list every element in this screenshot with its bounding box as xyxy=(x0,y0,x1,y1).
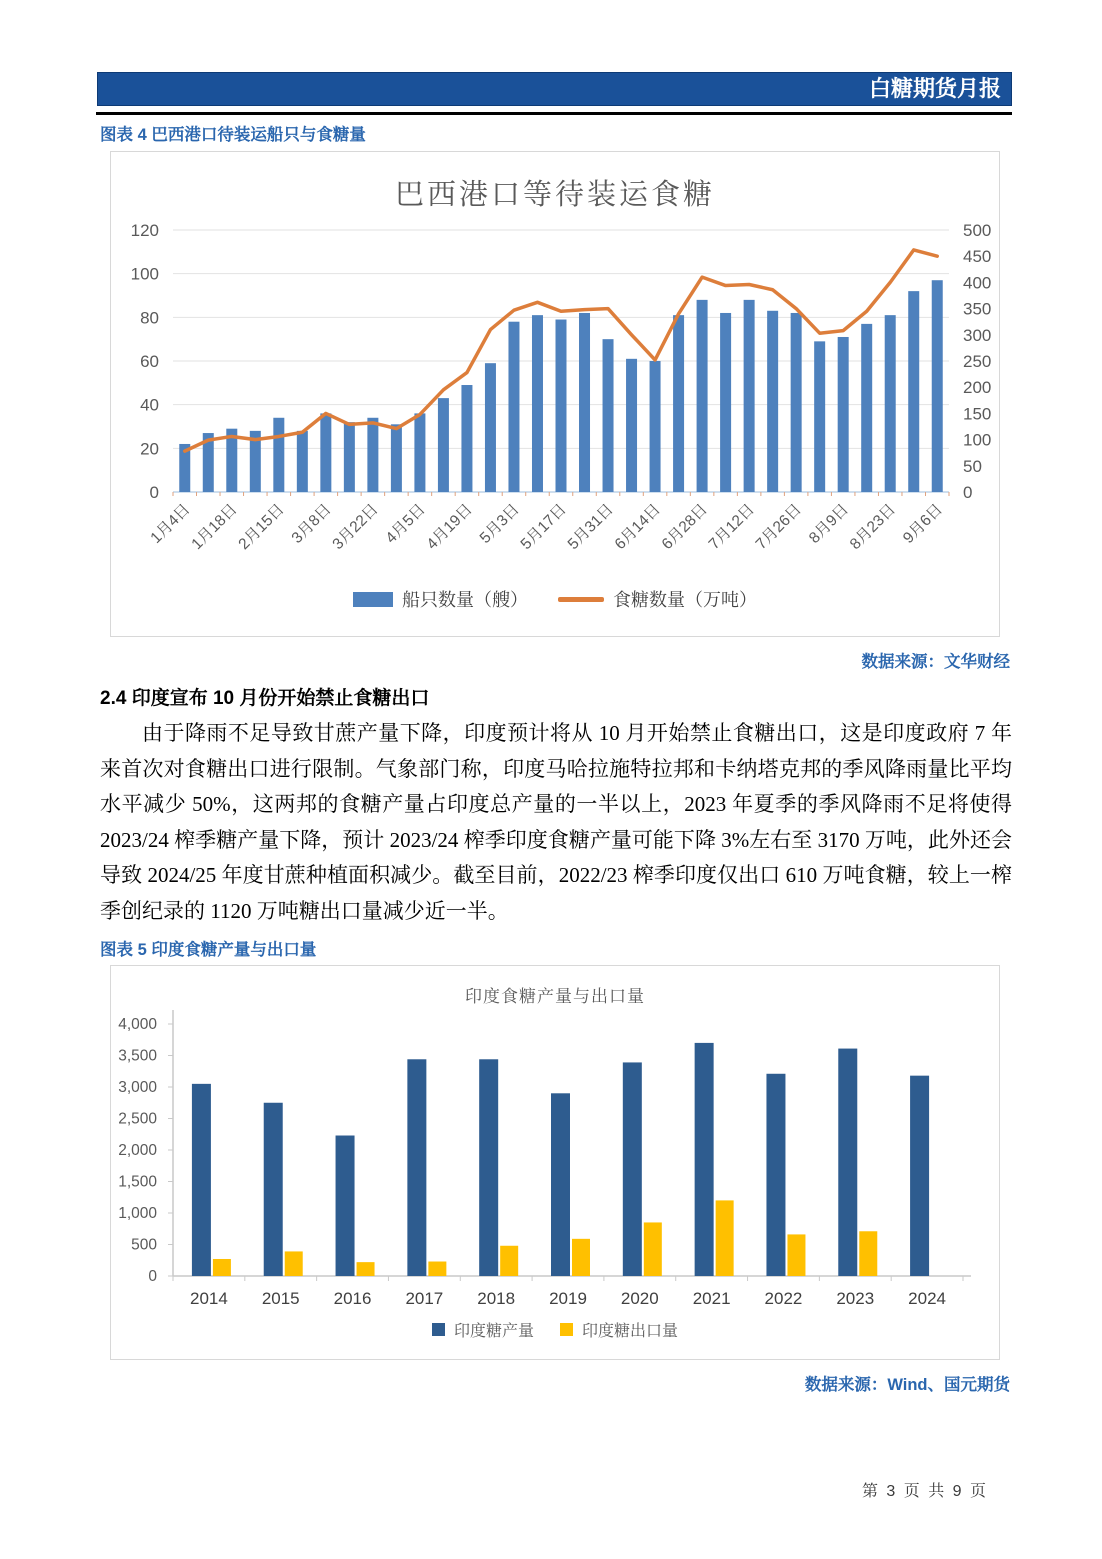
ship-count-bar xyxy=(556,320,567,492)
ship-count-bar xyxy=(861,324,872,492)
export-bar xyxy=(428,1262,446,1276)
export-bar xyxy=(500,1246,518,1276)
figure4-caption: 图表 4 巴西港口待装运船只与食糖量 xyxy=(100,126,366,144)
export-bar xyxy=(572,1239,590,1276)
x-axis-year-label: 2020 xyxy=(620,1289,659,1308)
header-rule xyxy=(96,112,1012,115)
ship-count-bar xyxy=(720,313,731,492)
production-bar xyxy=(192,1084,211,1276)
sugar-legend-swatch xyxy=(558,597,604,602)
production-bar xyxy=(623,1062,642,1276)
production-legend-swatch xyxy=(432,1323,445,1336)
figure5-chart-box xyxy=(110,965,1000,1360)
ship-count-bar xyxy=(885,315,896,492)
sugar-legend-label: 食糖数量（万吨） xyxy=(613,590,757,610)
y-axis-tick-label: 4,000 xyxy=(118,1016,157,1033)
production-bar xyxy=(766,1074,785,1276)
ship-count-bar xyxy=(767,311,778,492)
x-axis-date-label: 6月28日 xyxy=(658,500,711,554)
ship-count-bar xyxy=(438,398,449,492)
export-bar xyxy=(213,1259,231,1276)
x-axis-date-label: 9月6日 xyxy=(899,500,947,547)
y-axis-tick-label: 2,500 xyxy=(118,1110,157,1128)
ship-count-bar xyxy=(485,363,496,492)
figure4-chart-canvas xyxy=(111,152,999,636)
x-axis-date-label: 4月19日 xyxy=(423,500,476,554)
x-axis-date-label: 7月12日 xyxy=(705,500,758,554)
x-axis-date-label: 5月3日 xyxy=(476,500,523,547)
export-bar xyxy=(859,1231,877,1276)
figure5-source: 数据来源：Wind、国元期货 xyxy=(804,1376,1010,1394)
left-axis-tick-label: 20 xyxy=(140,439,159,459)
export-bar xyxy=(644,1222,662,1276)
y-axis-tick-label: 500 xyxy=(131,1236,157,1254)
x-axis-year-label: 2018 xyxy=(477,1289,516,1308)
export-bar xyxy=(357,1262,375,1276)
x-axis-year-label: 2014 xyxy=(189,1289,228,1308)
x-axis-date-label: 7月26日 xyxy=(752,500,805,554)
x-axis-year-label: 2024 xyxy=(908,1289,947,1308)
legend-item-production xyxy=(432,1318,534,1341)
production-bar xyxy=(551,1093,570,1276)
production-bar xyxy=(910,1076,929,1276)
x-axis-year-label: 2019 xyxy=(549,1289,587,1308)
y-axis-tick-label: 1,000 xyxy=(118,1205,157,1222)
right-axis-tick-label: 300 xyxy=(963,325,992,345)
production-bar xyxy=(407,1059,426,1276)
body-paragraph: 由于降雨不足导致甘蔗产量下降，印度预计将从 10 月开始禁止食糖出口，这是印度政府 7 年来首次对食糖出口进行限制。气象部门称，印度马哈拉施特拉邦和卡纳塔克邦的季风降雨量比平均水平减少 50%，这两邦的食糖产量占印度总产量的一半以上，2023 年夏季的季风降雨不足将使得 2023/24 榨季糖产量下降，预计 2023/24 榨季印度食糖产量可能下降 3%左右至 3170 万吨，此外还会导致 2024/25 年度甘蔗种植面积减少。截至目前，2022/23 榨季印度仅出口 610 万吨食糖，较上一榨季创纪录的 1120 万吨糖出口量减少近一半。 xyxy=(100,721,1012,923)
y-axis-tick-label: 3,000 xyxy=(118,1079,157,1096)
production-bar xyxy=(336,1136,355,1276)
ship-count-bar xyxy=(697,300,708,492)
production-bar xyxy=(695,1043,714,1276)
ship-count-bar xyxy=(344,422,355,492)
section-heading: 2.4 印度宣布 10 月份开始禁止食糖出口 xyxy=(100,688,430,709)
left-axis-tick-label: 120 xyxy=(130,221,159,240)
x-axis-date-label: 5月31日 xyxy=(564,500,617,554)
ship-count-bar xyxy=(838,337,849,492)
y-axis-tick-label: 3,500 xyxy=(118,1047,157,1065)
ship-count-bar xyxy=(673,315,684,492)
x-axis-year-label: 2015 xyxy=(261,1289,300,1308)
export-bar xyxy=(716,1200,734,1276)
y-axis-tick-label: 2,000 xyxy=(118,1142,157,1159)
right-axis-tick-label: 100 xyxy=(963,430,992,450)
y-axis-tick-label: 1,500 xyxy=(118,1173,157,1191)
ship-count-bar xyxy=(367,418,378,492)
figure4-chart-title: 巴西港口等待装运食糖 xyxy=(394,179,715,211)
ship-count-bar xyxy=(932,280,943,492)
figure4-source: 数据来源：文华财经 xyxy=(861,653,1010,671)
ship-count-bar xyxy=(814,341,825,492)
x-axis-date-label: 8月23日 xyxy=(846,500,900,554)
right-axis-tick-label: 500 xyxy=(963,221,992,240)
legend-item-sugar xyxy=(558,586,757,612)
ship-count-bar xyxy=(744,300,755,492)
export-bar xyxy=(285,1251,303,1276)
x-axis-date-label: 6月14日 xyxy=(611,500,664,554)
ships-legend-swatch xyxy=(353,592,393,607)
y-axis-tick-label: 0 xyxy=(148,1268,157,1285)
ship-count-bar xyxy=(603,339,614,492)
ship-count-bar xyxy=(532,315,543,492)
figure5-legend xyxy=(111,1318,999,1341)
left-axis-tick-label: 60 xyxy=(140,352,159,371)
x-axis-year-label: 2017 xyxy=(405,1289,444,1308)
report-header-bar xyxy=(97,72,1012,106)
left-axis-tick-label: 80 xyxy=(140,308,159,328)
right-axis-tick-label: 250 xyxy=(963,352,992,371)
x-axis-year-label: 2016 xyxy=(333,1289,372,1308)
x-axis-date-label: 3月8日 xyxy=(288,500,335,547)
ship-count-bar xyxy=(508,322,519,492)
x-axis-date-label: 8月9日 xyxy=(805,500,853,547)
right-axis-tick-label: 400 xyxy=(963,273,992,293)
production-bar xyxy=(264,1103,283,1276)
left-axis-tick-label: 100 xyxy=(130,264,159,284)
x-axis-year-label: 2022 xyxy=(764,1289,803,1308)
export-legend-swatch xyxy=(560,1323,573,1336)
export-legend-label: 印度糖出口量 xyxy=(582,1323,679,1340)
production-bars xyxy=(192,1043,929,1276)
ship-count-bar xyxy=(908,291,919,492)
right-axis-tick-label: 200 xyxy=(963,378,992,398)
page-number: 第 3 页 共 9 页 xyxy=(861,1483,988,1500)
x-axis-year-label: 2021 xyxy=(692,1289,731,1308)
ship-count-bar xyxy=(297,431,308,492)
x-axis-date-label: 1月18日 xyxy=(188,500,241,554)
figure5-caption: 图表 5 印度食糖产量与出口量 xyxy=(100,941,317,959)
legend-item-export xyxy=(560,1318,678,1341)
report-title: 白糖期货月报 xyxy=(868,76,1001,101)
right-axis-tick-label: 350 xyxy=(963,299,992,319)
production-legend-label: 印度糖产量 xyxy=(453,1323,534,1340)
ship-count-bar xyxy=(579,313,590,492)
left-axis-tick-label: 40 xyxy=(140,395,159,415)
x-axis-year-label: 2023 xyxy=(836,1289,875,1308)
right-axis-tick-label: 50 xyxy=(963,456,982,476)
x-axis-date-label: 5月17日 xyxy=(517,500,570,554)
figure5-chart-canvas xyxy=(111,966,999,1359)
left-axis-tick-label: 0 xyxy=(149,483,159,502)
figure4-legend xyxy=(111,586,999,612)
x-axis-date-label: 2月15日 xyxy=(235,500,288,554)
right-axis-tick-label: 150 xyxy=(963,404,992,424)
x-axis-date-label: 3月22日 xyxy=(329,500,382,554)
production-bar xyxy=(479,1059,498,1276)
production-bar xyxy=(838,1049,857,1276)
ship-count-bar xyxy=(461,385,472,492)
x-axis-date-label: 4月5日 xyxy=(382,500,429,547)
figure4-chart-box xyxy=(110,151,1000,637)
ship-count-bar xyxy=(626,359,637,492)
legend-item-ships xyxy=(353,586,528,612)
figure5-chart-title: 印度食糖产量与出口量 xyxy=(465,987,645,1006)
ship-count-bar xyxy=(273,418,284,492)
ship-count-bar xyxy=(320,413,331,492)
export-bar xyxy=(787,1234,805,1276)
ship-count-bar xyxy=(791,313,802,492)
ship-count-bar xyxy=(650,361,661,492)
right-axis-tick-label: 0 xyxy=(963,483,973,502)
right-axis-tick-label: 450 xyxy=(963,247,992,267)
ship-count-bar xyxy=(414,413,425,492)
x-axis-date-label: 1月4日 xyxy=(147,500,194,547)
ships-legend-label: 船只数量（艘） xyxy=(402,590,528,610)
ship-count-bar xyxy=(391,424,402,492)
